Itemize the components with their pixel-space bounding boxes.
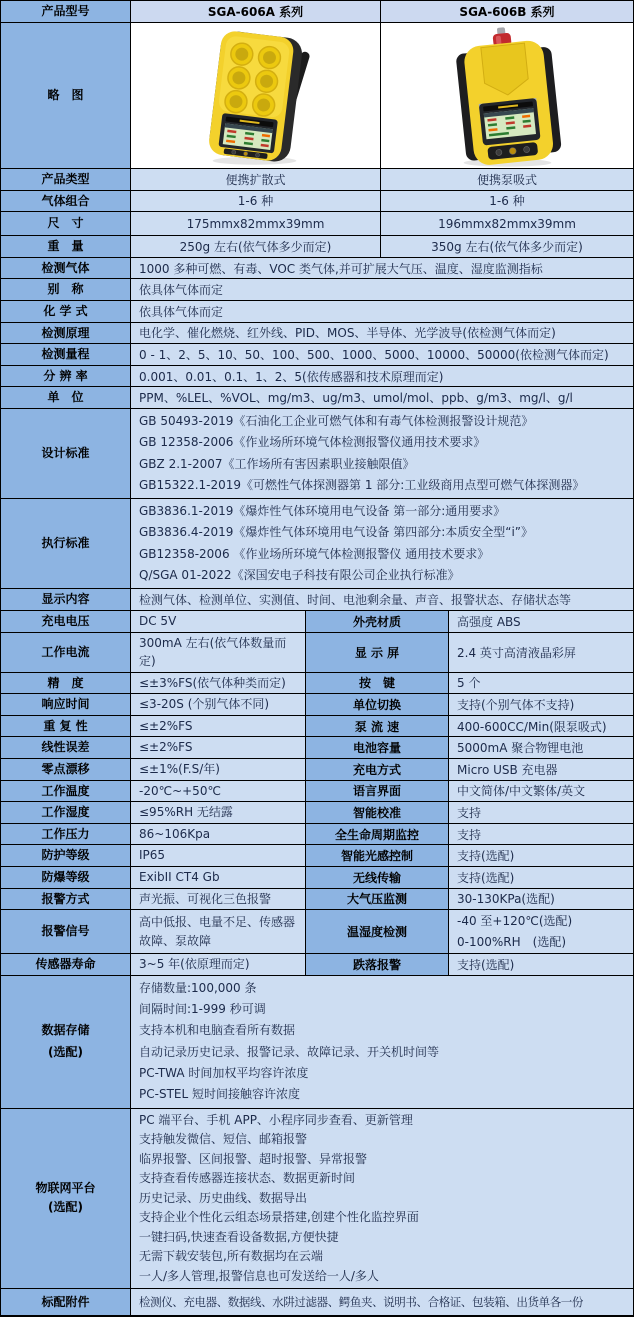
value-1: ≤3-20S (个别气体不同) (131, 694, 306, 715)
row-label-2: 全生命周期监控 (306, 824, 449, 845)
row-label-2: 智能光感控制 (306, 845, 449, 866)
text-line: 一键扫码,快速查看设备数据,方便快捷 (139, 1229, 339, 1244)
value-2: 支持(选配) (449, 845, 633, 866)
text-line: 支持企业个性化云组态场景搭建,创建个性化监控界面 (139, 1210, 419, 1225)
value-1: ≤±3%FS(依气体种类而定) (131, 673, 306, 694)
row-label: 单 位 (1, 387, 131, 408)
spec-row-response-time (1, 694, 633, 716)
spec-row-accessories (1, 1289, 633, 1316)
sketch-label: 略 图 (1, 23, 131, 168)
row-label: 气体组合 (1, 191, 131, 212)
row-label: 工作电流 (1, 633, 131, 672)
value-2: 2.4 英寸高清液晶彩屏 (449, 633, 633, 672)
value-1: DC 5V (131, 611, 306, 632)
row-label-2: 单位切换 (306, 694, 449, 715)
text-line: Q/SGA 01-2022《深国安电子科技有限公司企业执行标准》 (139, 568, 460, 583)
row-label: 报警方式 (1, 889, 131, 910)
value: 检测气体、检测单位、实测值、时间、电池剩余量、声音、报警状态、存储状态等 (131, 589, 633, 610)
text-line: (选配) (48, 1044, 83, 1059)
row-label: 传感器寿命 (1, 954, 131, 975)
row-label-2: 跌落报警 (306, 954, 449, 975)
value-2 (449, 910, 633, 953)
spec-row-charging-voltage (1, 611, 633, 633)
text-line: GB3836.1-2019《爆炸性气体环境用电气设备 第一部分:通用要求》 (139, 504, 506, 519)
value-1: ≤95%RH 无结露 (131, 802, 306, 823)
spec-row-weight (1, 236, 633, 258)
sketch-row (1, 23, 633, 169)
spec-row-protection-rating (1, 845, 633, 867)
value-1: ≤±2%FS (131, 737, 306, 758)
value-2: 支持 (449, 802, 633, 823)
value-col-a: 便携扩散式 (131, 169, 381, 190)
value-2: Micro USB 充电器 (449, 759, 633, 780)
row-label: 报警信号 (1, 910, 131, 953)
row-label: 防爆等级 (1, 867, 131, 888)
row-label: 检测气体 (1, 258, 131, 279)
value-lines (131, 409, 633, 498)
text-line: 自动记录历史记录、报警记录、故障记录、开关机时间等 (139, 1044, 440, 1059)
value: 依具体气体而定 (131, 279, 633, 300)
value-col-b: 便携泵吸式 (381, 169, 633, 190)
text-line: PC-STEL 短时间接触容许浓度 (139, 1087, 300, 1102)
device-photo-sga606a (131, 23, 380, 168)
spec-row-alias (1, 279, 633, 301)
spec-row-data-storage (1, 976, 633, 1109)
value-1: 86~106Kpa (131, 824, 306, 845)
spec-row-detection-principle (1, 323, 633, 345)
product-photo-sga606a-cell (131, 23, 381, 168)
text-line: 临界报警、区间报警、超时报警、异常报警 (139, 1151, 368, 1166)
row-label: 重 复 性 (1, 716, 131, 737)
spec-row-accuracy (1, 673, 633, 695)
spec-row-linearity-error (1, 737, 633, 759)
text-line: 一人/多人管理,报警信息也可发送给一人/多人 (139, 1268, 379, 1283)
value-1: 声光振、可视化三色报警 (131, 889, 306, 910)
row-label: 设计标准 (1, 409, 131, 498)
row-label: 执行标准 (1, 499, 131, 588)
spec-row-repeatability (1, 716, 633, 738)
spec-row-working-current (1, 633, 633, 673)
product-photo-sga606b-cell (381, 23, 633, 168)
value-2: 5 个 (449, 673, 633, 694)
value: 0.001、0.01、0.1、1、2、5(依传感器和技术原理而定) (131, 366, 633, 387)
row-label-2: 按 键 (306, 673, 449, 694)
spec-row-execution-standards (1, 499, 633, 589)
value-2: 支持(个别气体不支持) (449, 694, 633, 715)
row-label: 化 学 式 (1, 301, 131, 322)
text-line: PC 端平台、手机 APP、小程序同步查看、更新管理 (139, 1112, 413, 1127)
text-line: PC-TWA 时间加权平均容许浓度 (139, 1066, 309, 1080)
row-label: 标配附件 (1, 1289, 131, 1315)
value-2: 支持 (449, 824, 633, 845)
text-line: 0-100%RH (选配) (457, 934, 566, 949)
spec-row-units (1, 387, 633, 409)
spec-row-dimensions (1, 212, 633, 236)
value-col-b: 350g 左右(依气体多少而定) (381, 236, 633, 257)
text-line: 间隔时间:1-999 秒可调 (139, 1002, 266, 1017)
text-line: 物联网平台 (35, 1180, 96, 1195)
spec-row-gas-combination (1, 191, 633, 213)
spec-row-alarm-signal (1, 910, 633, 954)
row-label: 零点漂移 (1, 759, 131, 780)
row-label: 别 称 (1, 279, 131, 300)
text-line: 支持查看传感器连接状态、数据更新时间 (139, 1171, 356, 1186)
row-label: 精 度 (1, 673, 131, 694)
row-label-2: 大气压监测 (306, 889, 449, 910)
spec-row-zero-drift (1, 759, 633, 781)
header-label: 产品型号 (1, 1, 131, 22)
value-col-a: 250g 左右(依气体多少而定) (131, 236, 381, 257)
text-line: GBZ 2.1-2007《工作场所有害因素职业接触限值》 (139, 456, 415, 471)
table-header-row (1, 1, 633, 23)
row-label: 线性误差 (1, 737, 131, 758)
spec-row-sensor-life (1, 954, 633, 976)
text-line: 存储数量:100,000 条 (139, 980, 257, 995)
value: 依具体气体而定 (131, 301, 633, 322)
spec-row-working-pressure (1, 824, 633, 846)
value: 检测仪、充电器、数据线、水阱过滤器、鳄鱼夹、说明书、合格证、包装箱、出货单各一份 (131, 1289, 633, 1315)
spec-rows (1, 169, 633, 1316)
row-label: 工作压力 (1, 824, 131, 845)
value-2: 400-600CC/Min(限泵吸式) (449, 716, 633, 737)
spec-row-display-content (1, 589, 633, 611)
row-label-2: 电池容量 (306, 737, 449, 758)
value-1: ≤±1%(F.S/年) (131, 759, 306, 780)
value: PPM、%LEL、%VOL、mg/m3、ug/m3、umol/mol、ppb、g/m3、mg/l、g/l (131, 387, 633, 408)
header-col-sga606b: SGA-606B 系列 (381, 1, 633, 22)
text-line: GB 12358-2006《作业场所环境气体检测报警仪通用技术要求》 (139, 435, 486, 450)
row-label: 尺 寸 (1, 212, 131, 235)
row-label-2: 显 示 屏 (306, 633, 449, 672)
text-line: GB 50493-2019《石油化工企业可燃气体和有毒气体检测报警设计规范》 (139, 413, 534, 428)
row-label-2: 充电方式 (306, 759, 449, 780)
row-label: 产品类型 (1, 169, 131, 190)
text-line: -40 至+120℃(选配) (457, 914, 573, 929)
value-lines (131, 1109, 633, 1289)
spec-row-detection-range (1, 344, 633, 366)
row-label-2: 外壳材质 (306, 611, 449, 632)
value-1: 高中低报、电量不足、传感器故障、泵故障 (131, 910, 306, 953)
value-col-b: 196mmx82mmx39mm (381, 212, 633, 235)
header-col-sga606a: SGA-606A 系列 (131, 1, 381, 22)
row-label (1, 976, 131, 1108)
value-col-a: 175mmx82mmx39mm (131, 212, 381, 235)
row-label: 工作温度 (1, 781, 131, 802)
row-label: 充电电压 (1, 611, 131, 632)
value-2: 高强度 ABS (449, 611, 633, 632)
value-2: 5000mA 聚合物锂电池 (449, 737, 633, 758)
spec-row-chemical-formula (1, 301, 633, 323)
spec-row-explosion-proof-rating (1, 867, 633, 889)
value-2: 支持(选配) (449, 954, 633, 975)
row-label: 检测量程 (1, 344, 131, 365)
row-label-2: 无线传输 (306, 867, 449, 888)
value-1: IP65 (131, 845, 306, 866)
text-line: 数据存储 (41, 1023, 90, 1038)
value: 0 - 1、2、5、10、50、100、500、1000、5000、10000、50000(依检测气体而定) (131, 344, 633, 365)
value-lines (131, 976, 633, 1108)
value-2: 中文简体/中文繁体/英文 (449, 781, 633, 802)
value-col-b: 1-6 种 (381, 191, 633, 212)
row-label: 重 量 (1, 236, 131, 257)
row-label-2: 温湿度检测 (306, 910, 449, 953)
device-photo-sga606b (381, 23, 633, 168)
spec-row-target-gases (1, 258, 633, 280)
text-line: (选配) (48, 1200, 83, 1215)
row-label-2: 语言界面 (306, 781, 449, 802)
row-label: 分 辨 率 (1, 366, 131, 387)
text-line: GB3836.4-2019《爆炸性气体环境用电气设备 第四部分:本质安全型“i”》 (139, 525, 534, 540)
text-line: 历史记录、历史曲线、数据导出 (139, 1190, 308, 1205)
row-label: 检测原理 (1, 323, 131, 344)
value-lines (131, 499, 633, 588)
value-col-a: 1-6 种 (131, 191, 381, 212)
value-1: -20℃~+50℃ (131, 781, 306, 802)
text-line: GB15322.1-2019《可燃性气体探测器第 1 部分:工业级商用点型可燃气体探测器》 (139, 477, 585, 492)
spec-row-working-temperature (1, 781, 633, 803)
row-label: 响应时间 (1, 694, 131, 715)
value-2: 30-130KPa(选配) (449, 889, 633, 910)
row-label: 工作湿度 (1, 802, 131, 823)
text-line: 支持本机和电脑查看所有数据 (139, 1023, 296, 1038)
spec-row-alarm-mode (1, 889, 633, 911)
spec-row-product-type (1, 169, 633, 191)
value: 1000 多种可燃、有毒、VOC 类气体,并可扩展大气压、温度、湿度监测指标 (131, 258, 633, 279)
spec-row-resolution (1, 366, 633, 388)
value: 电化学、催化燃烧、红外线、PID、MOS、半导体、光学波导(依检测气体而定) (131, 323, 633, 344)
spec-row-design-standards (1, 409, 633, 499)
row-label (1, 1109, 131, 1289)
value-2: 支持(选配) (449, 867, 633, 888)
spec-row-iot-platform (1, 1109, 633, 1290)
value-1: 300mA 左右(依气体数量而定) (131, 633, 306, 672)
row-label: 防护等级 (1, 845, 131, 866)
row-label: 显示内容 (1, 589, 131, 610)
value-1: ≤±2%FS (131, 716, 306, 737)
spec-row-working-humidity (1, 802, 633, 824)
row-label-2: 智能校准 (306, 802, 449, 823)
text-line: 无需下载安装包,所有数据均在云端 (139, 1249, 323, 1264)
row-label-2: 泵 流 速 (306, 716, 449, 737)
text-line: 支持触发微信、短信、邮箱报警 (139, 1132, 308, 1147)
value-1: 3~5 年(依原理而定) (131, 954, 306, 975)
value-1: ExibII CT4 Gb (131, 867, 306, 888)
text-line: GB12358-2006 《作业场所环境气体检测报警仪 通用技术要求》 (139, 546, 490, 561)
